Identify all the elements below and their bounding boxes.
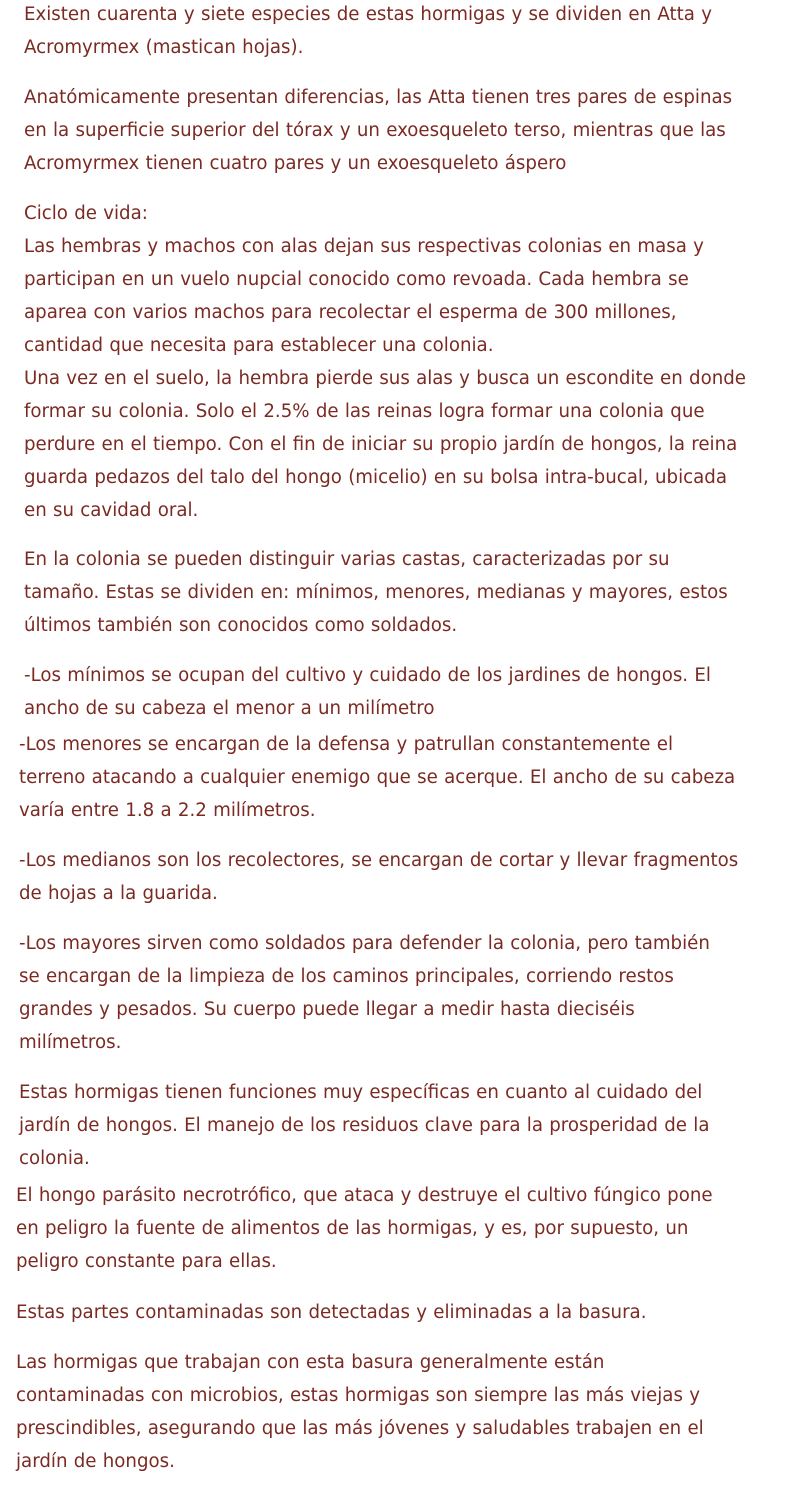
paragraph-parasite: El hongo parásito necrotrófico, que ataca y destruye el cultivo fúngico pone en peligro la fuente de alimentos de las hormigas, y es, por supuesto, un peligro constante para ellas. <box>16 1185 713 1272</box>
paragraph-minimos: -Los mínimos se ocupan del cultivo y cuidado de los jardines de hongos. El ancho de su cabeza el menor a un milímetro <box>24 665 711 719</box>
paragraph-castes: En la colonia se pueden distinguir varias castas, caracterizadas por su tamaño. Estas se dividen en: mínimos, menores, medianas y mayores, estos últimos también son conocidos como soldados. <box>24 549 728 636</box>
paragraph-waste-workers: Las hormigas que trabajan con esta basura generalmente están contaminadas con microbios, estas hormigas son siempre las más viejas y prescindibles, asegurando que las más jóvenes y saludables trabajen en el jardín de hongos. <box>16 1352 704 1472</box>
paragraph-life-cycle: Ciclo de vida: Las hembras y machos con alas dejan sus respectivas colonias en masa y participan en un vuelo nupcial conocido como revoada. Cada hembra se aparea con varios machos para recolectar el esperma de 300 millones, cantidad que necesita para establecer una colonia. Una vez en el suelo, la hembra pierde sus alas y busca un escondite en donde formar su colonia. Solo el 2.5% de las reinas logra formar una colonia que perdure en el tiempo. Con el fin de iniciar su propio jardín de hongos, la reina guarda pedazos del talo del hongo (micelio) en su bolsa intra-bucal, ubicada en su cavidad oral. <box>24 203 746 521</box>
paragraph-menores: -Los menores se encargan de la defensa y patrullan constantemente el terreno atacando a cualquier enemigo que se acerque. El ancho de su cabeza varía entre 1.8 a 2.2 milímetros. <box>19 734 736 821</box>
paragraph-contaminated: Estas partes contaminadas son detectadas y eliminadas a la basura. <box>16 1302 647 1323</box>
paragraph-species: Existen cuarenta y siete especies de estas hormigas y se dividen en Atta y Acromyrmex (mastican hojas). <box>24 4 712 58</box>
paragraph-functions: Estas hormigas tienen funciones muy específicas en cuanto al cuidado del jardín de hongos. El manejo de los residuos clave para la prosperidad de la colonia. <box>19 1082 710 1169</box>
paragraph-medianos: -Los medianos son los recolectores, se encargan de cortar y llevar fragmentos de hojas a la guarida. <box>19 850 739 904</box>
paragraph-mayores: -Los mayores sirven como soldados para defender la colonia, pero también se encargan de la limpieza de los caminos principales, corriendo restos grandes y pesados. Su cuerpo puede llegar a medir hasta dieciséis milímetros. <box>19 933 710 1053</box>
paragraph-anatomy: Anatómicamente presentan diferencias, las Atta tienen tres pares de espinas en la superficie superior del tórax y un exoesqueleto terso, mientras que las Acromyrmex tienen cuatro pares y un exoesqueleto áspero <box>24 87 733 174</box>
